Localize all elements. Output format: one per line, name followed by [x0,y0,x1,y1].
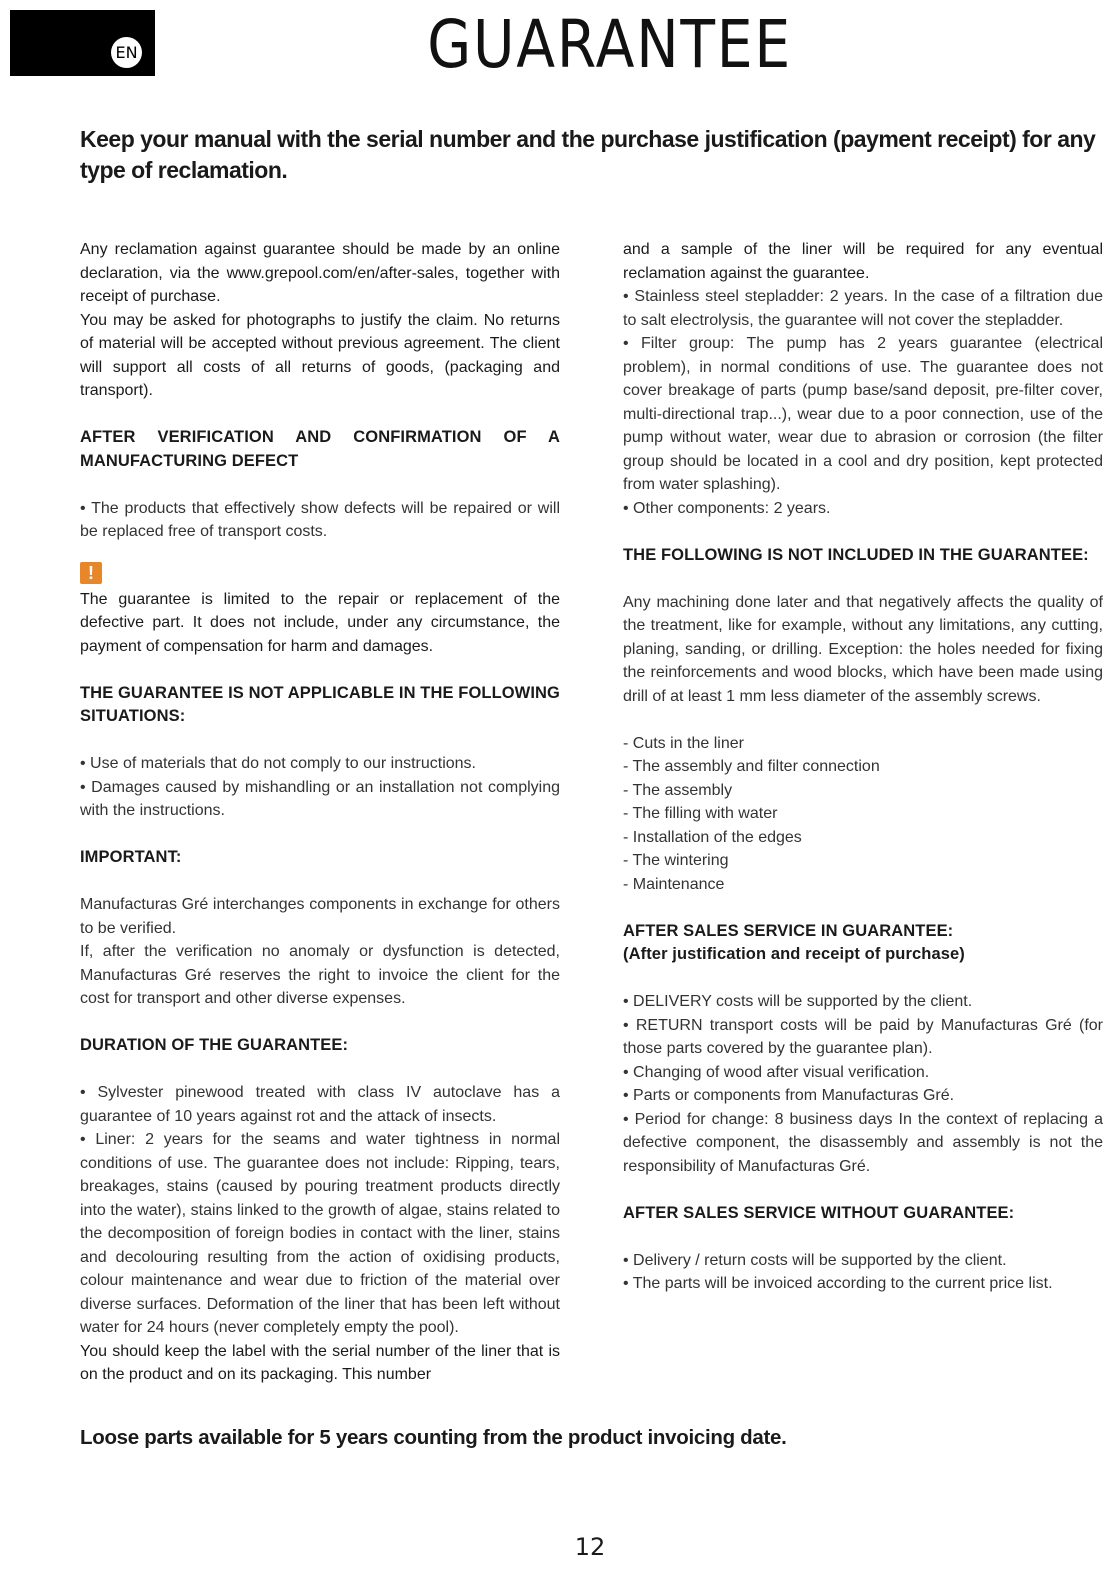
liner-label-paragraph: You should keep the label with the serial number of the liner that is on the product and on its packaging. This number [80,1342,560,1383]
loose-parts-note: Loose parts available for 5 years counting from the product invoicing date. [80,1426,787,1449]
language-code: EN [111,37,142,68]
list-item: - The assembly [623,781,733,799]
page-number: 12 [574,1533,606,1561]
page-title: GUARANTEE [427,6,792,83]
right-column [623,238,1103,1296]
delivery-bullet: • DELIVERY costs will be supported by the client. [623,993,973,1010]
delivery-return-bullet: • Delivery / return costs will be supported by the client. [623,1251,1007,1269]
liner-bullet: • Liner: 2 years for the seams and water tightness in normal conditions of use. The guarantee does not include: Ripping, tears, breakages, stains (caused by pouring treatment products directly into the water), stains linked to the growth of algae, stains related to the decomposition of foreign bodies in contact with the liner, stains and decolouring resulting from the action of oxidising products, colour maintenance and wear due to friction of the material over diverse surfaces. Deformation of the liner that has been left without water for 24 hours (never completely empty the pool). [80,1131,560,1336]
after-sales-without-guarantee-heading: AFTER SALES SERVICE WITHOUT GUARANTEE: [623,1203,1015,1222]
list-item: - Maintenance [623,875,725,893]
invoiced-bullet: • The parts will be invoiced according to the current price list. [623,1275,1053,1292]
limited-guarantee-paragraph: The guarantee is limited to the repair or replacement of the defective part. It does not include, under any circumstance, the payment of compensation for harm and damages. [80,590,560,655]
interchanges-paragraph: Manufacturas Gré interchanges components in exchange for others to be verified. [80,896,560,937]
no-anomaly-paragraph: If, after the verification no anomaly or dysfunction is detected, Manufacturas Gré reserves the right to invoice the client for the cost for transport and other diverse expenses. [80,943,560,1007]
period-bullet: • Period for change: 8 business days In the context of replacing a defective component, the disassembly and assembly is not the responsibility of Manufacturas Gré. [623,1110,1103,1175]
other-components-bullet: • Other components: 2 years. [623,499,831,517]
intro-statement: Keep your manual with the serial number and the purchase justification (payment receipt) for any type of reclamation. [80,126,1096,183]
machining-paragraph: Any machining done later and that negatively affects the quality of the treatment, like for example, without any limitations, any cutting, planing, sanding, or drilling. Exception: the holes needed for fixing the reinforcements and wood blocks, which have been made using drill of at least 1 mm less diameter of the assembly screws. [623,593,1103,705]
after-sales-in-guarantee-subheading: (After justification and receipt of purchase) [623,945,965,963]
liner-sample-paragraph: and a sample of the liner will be required for any eventual reclamation against the guarantee. [623,241,1103,282]
filter-group-bullet: • Filter group: The pump has 2 years guarantee (electrical problem), in normal conditions of use. The guarantee does not cover breakage of parts (pump base/sand deposit, pre-filter cover, multi-directional trap...), wear due to a poor connection, use of the pump without water, wear due to abrasion or corrosion (the filter group should be located in a cool and dry position, kept protected from water splashing). [623,335,1103,493]
materials-bullet: • Use of materials that do not comply to our instructions. [80,755,476,772]
list-item: - The assembly and filter connection [623,758,880,775]
photographs-paragraph: You may be asked for photographs to justify the claim. No returns of material will be accepted without previous agreement. The client will support all costs of all returns of goods, (packaging and transport). [80,311,560,399]
list-item: - Installation of the edges [623,828,802,846]
pinewood-bullet: • Sylvester pinewood treated with class IV autoclave has a guarantee of 10 years against rot and the attack of insects. [80,1084,560,1125]
not-applicable-heading: THE GUARANTEE IS NOT APPLICABLE IN THE FOLLOWING SITUATIONS: [80,683,560,725]
parts-bullet: • Parts or components from Manufacturas Gré. [623,1087,955,1104]
important-heading: IMPORTANT: [80,848,182,866]
after-sales-in-guarantee-heading: AFTER SALES SERVICE IN GUARANTEE: [623,921,954,940]
repair-bullet: • The products that effectively show defects will be repaired or will be replaced free of transport costs. [80,499,560,540]
damages-bullet: • Damages caused by mishandling or an installation not complying with the instructions. [80,778,560,819]
list-item: - The filling with water [623,805,778,822]
reclamation-paragraph: Any reclamation against guarantee should be made by an online declaration, via the www.grepool.com/en/after-sales, together with receipt of purchase. [80,241,560,305]
verification-heading: AFTER VERIFICATION AND CONFIRMATION OF A MANUFACTURING DEFECT [80,428,560,470]
list-item: - The wintering [623,852,729,869]
language-badge [10,10,155,76]
changing-wood-bullet: • Changing of wood after visual verification. [623,1063,930,1081]
list-item: - Cuts in the liner [623,734,744,752]
warning-icon: ! [80,562,102,584]
not-included-heading: THE FOLLOWING IS NOT INCLUDED IN THE GUARANTEE: [623,545,1089,564]
return-bullet: • RETURN transport costs will be paid by Manufacturas Gré (for those parts covered by the guarantee plan). [623,1016,1103,1057]
stepladder-bullet: • Stainless steel stepladder: 2 years. In the case of a filtration due to salt electrolysis, the guarantee will not cover the stepladder. [623,288,1103,329]
duration-heading: DURATION OF THE GUARANTEE: [80,1036,349,1054]
left-column [80,238,560,1387]
